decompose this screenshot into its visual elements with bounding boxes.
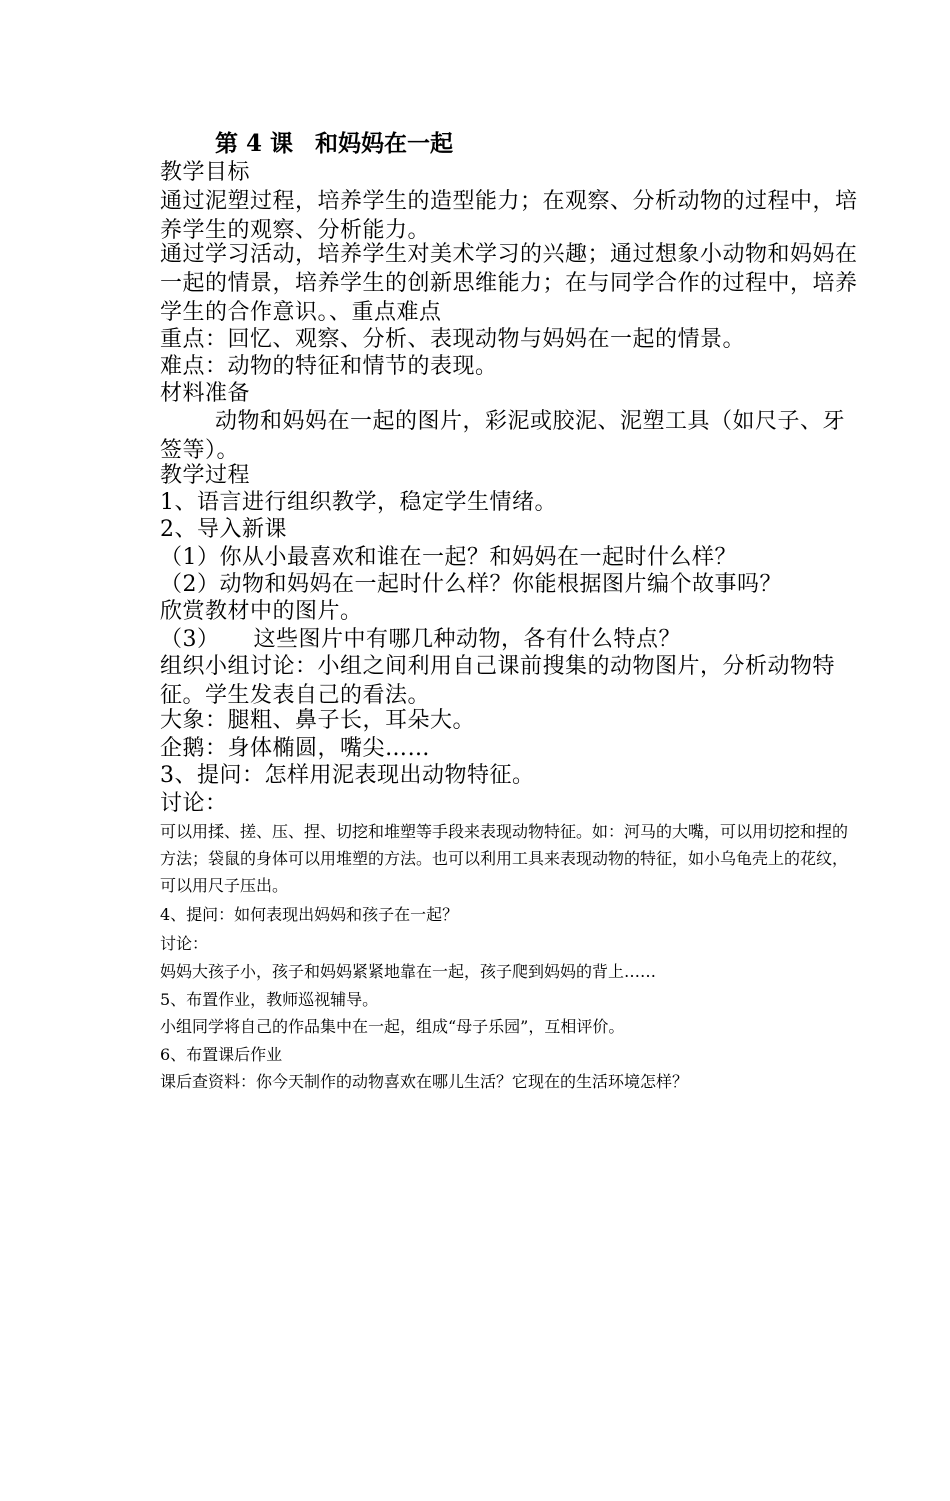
key-point: 重点：回忆、观察、分析、表现动物与妈妈在一起的情景。 [160,327,746,352]
step-3: 3、提问：怎样用泥表现出动物特征。 [160,763,535,788]
group-discussion: 组织小组讨论：小组之间利用自己课前搜集的动物图片，分析动物特征。学生发表自己的看法。 [160,654,836,708]
question-3: （3） 这些图片中有哪几种动物，各有什么特点？ [160,627,681,652]
lesson-title [215,128,453,160]
difficult-point: 难点：动物的特征和情节的表现。 [160,354,498,379]
question-2: （2）动物和妈妈在一起时什么样？你能根据图片编个故事吗？ [160,572,782,597]
discussion-2: 妈妈大孩子小，孩子和妈妈紧紧地靠在一起，孩子爬到妈妈的背上…… [160,962,657,981]
step-5: 5、布置作业，教师巡视辅导。 [160,990,379,1009]
lesson-number: 第 4 课 [215,130,294,157]
lesson-name: 和妈妈在一起 [315,130,454,157]
objective-1: 通过泥塑过程，培养学生的造型能力；在观察、分析动物的过程中，培养学生的观察、分析能力。 [160,189,858,243]
step-4: 4、提问：如何表现出妈妈和孩子在一起？ [160,905,459,924]
discussion-label-1: 讨论： [160,791,228,816]
appreciate-text: 欣赏教材中的图片。 [160,599,363,624]
materials-text: 动物和妈妈在一起的图片，彩泥或胶泥、泥塑工具（如尺子、牙签等）。 [160,409,846,463]
elephant-note: 大象：腿粗、鼻子长，耳朵大。 [160,708,476,733]
discussion-label-2: 讨论： [160,934,209,953]
penguin-note: 企鹅：身体椭圆，嘴尖…… [160,736,431,761]
materials-heading: 材料准备 [160,381,251,406]
objectives-heading: 教学目标 [160,160,251,185]
discussion-1: 可以用揉、搓、压、捏、切挖和堆塑等手段来表现动物特征。如：河马的大嘴，可以用切挖和捏的方法；袋鼠的身体可以用堆塑的方法。也可以利用工具来表现动物的特征，如小乌龟壳上的花纹，可以用尺子压出。 [160,822,849,895]
objective-2: 通过学习活动，培养学生对美术学习的兴趣；通过想象小动物和妈妈在一起的情景，培养学生的创新思维能力；在与同学合作的过程中，培养学生的合作意识。、重点难点 [160,242,858,325]
homework-group: 小组同学将自己的作品集中在一起，组成“母子乐园”，互相评价。 [160,1017,625,1036]
question-1: （1）你从小最喜欢和谁在一起？和妈妈在一起时什么样？ [160,545,737,570]
step-2: 2、导入新课 [160,517,287,542]
after-class-task: 课后查资料：你今天制作的动物喜欢在哪儿生活？它现在的生活环境怎样？ [160,1072,689,1091]
process-heading: 教学过程 [160,463,251,488]
step-6: 6、布置课后作业 [160,1045,283,1064]
step-1: 1、语言进行组织教学，稳定学生情绪。 [160,490,557,515]
